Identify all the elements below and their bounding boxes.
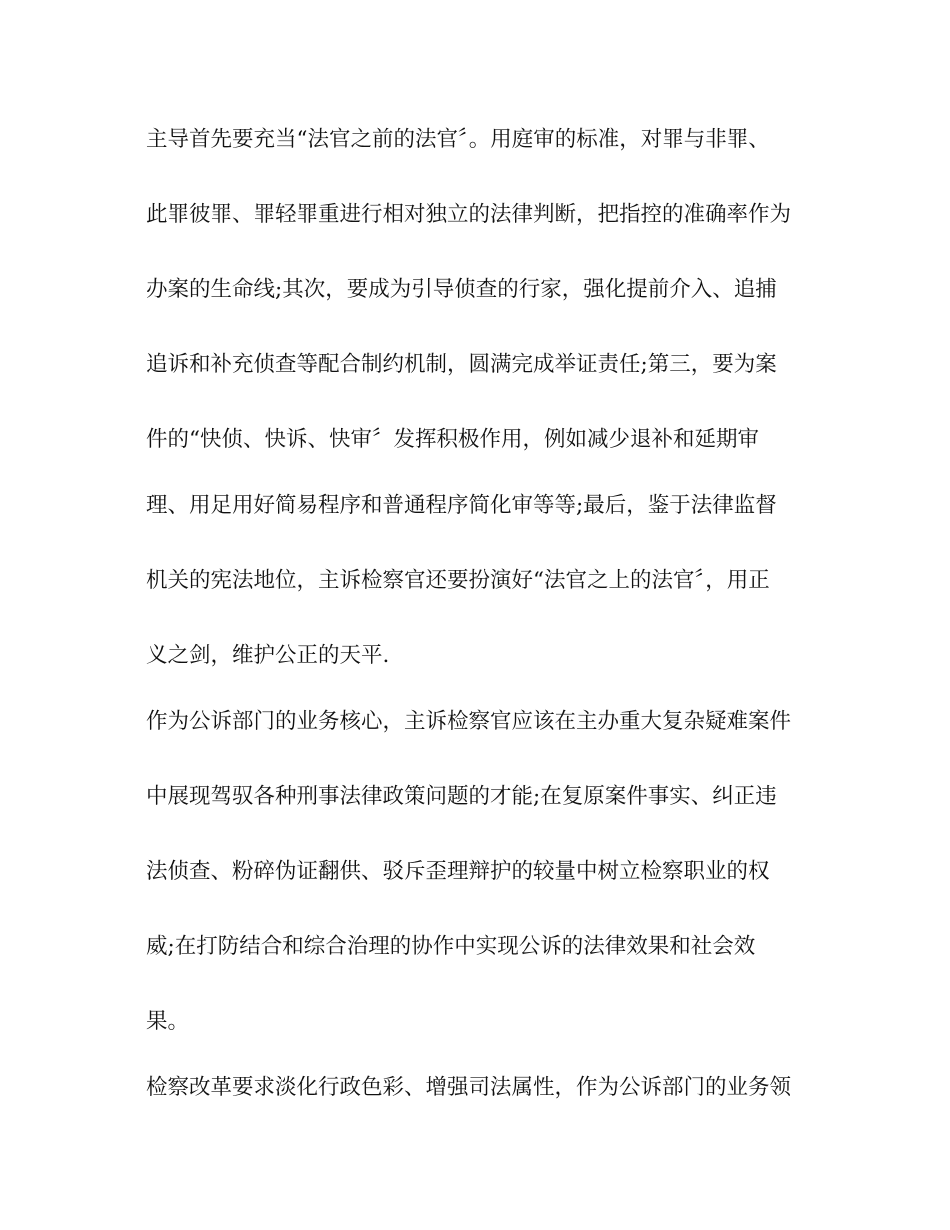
text-line-12: 威;在打防结合和综合治理的协作中实现公诉的法律效果和社会效 [146, 934, 756, 959]
text-line-2: 此罪彼罪、罪轻罪重进行相对独立的法律判断，把指控的准确率作为 [146, 202, 792, 227]
text-line-11: 法侦查、粉碎伪证翻供、驳斥歪理辩护的较量中树立检察职业的权 [146, 859, 770, 884]
text-line-13: 果。 [146, 1009, 190, 1034]
text-line-14: 检察改革要求淡化行政色彩、增强司法属性，作为公诉部门的业务领 [146, 1075, 792, 1100]
text-line-3: 办案的生命线;其次，要成为引导侦查的行家，强化提前介入、追捕 [146, 277, 777, 302]
text-line-8: 义之剑，维护公正的天平. [146, 643, 390, 668]
text-line-7: 机关的宪法地位，主诉检察官还要扮演好“法官之上的法官〞，用正 [146, 568, 770, 593]
text-line-4: 追诉和补充侦查等配合制约机制，圆满完成举证责任;第三，要为案 [146, 352, 777, 377]
text-line-6: 理、用足用好简易程序和普通程序简化审等等;最后，鉴于法律监督 [146, 493, 777, 518]
text-line-10: 中展现驾驭各种刑事法律政策问题的才能;在复原案件事实、纠正违 [146, 784, 777, 809]
text-line-5: 件的“快侦、快诉、快审〞发挥积极作用，例如减少退补和延期审 [146, 427, 759, 452]
text-line-1: 主导首先要充当“法官之前的法官〞。用庭审的标准，对罪与非罪、 [146, 127, 770, 152]
text-line-9: 作为公诉部门的业务核心，主诉检察官应该在主办重大复杂疑难案件 [146, 709, 792, 734]
